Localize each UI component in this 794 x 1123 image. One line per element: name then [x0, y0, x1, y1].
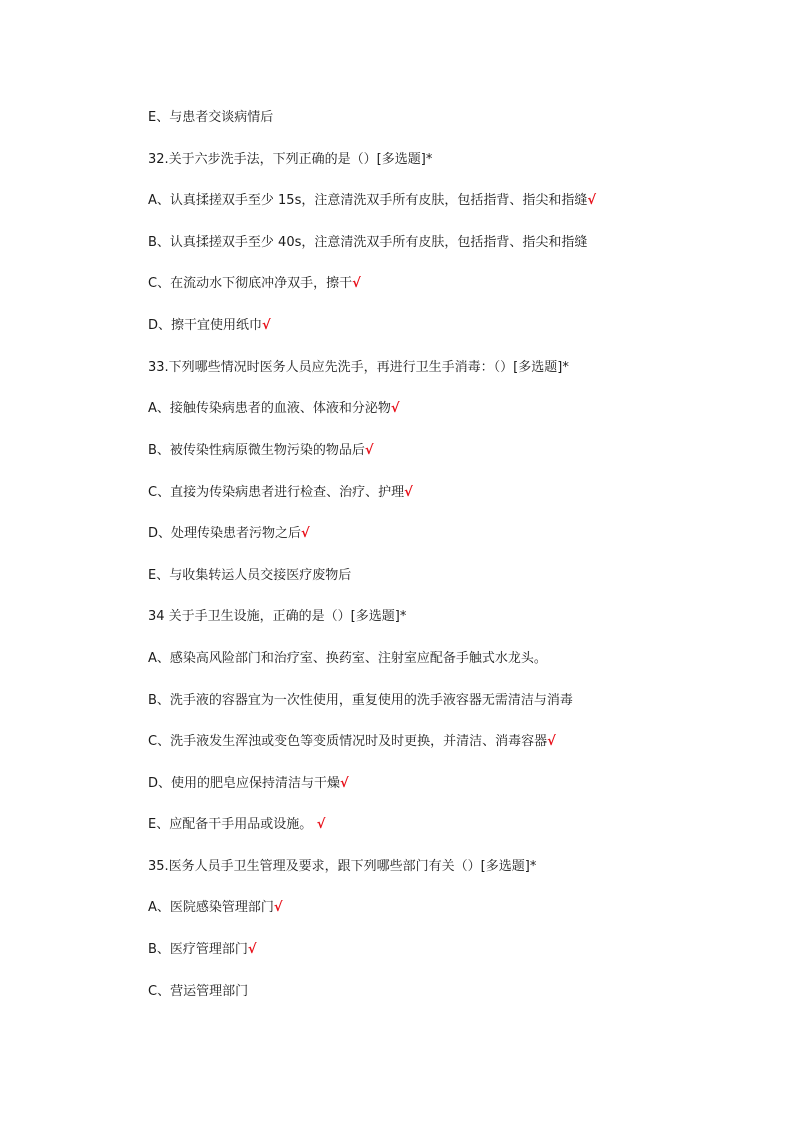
option-line	[148, 650, 547, 668]
option-line	[148, 816, 325, 834]
correct-checkmark: √	[262, 318, 271, 333]
line-text: A、医院感染管理部门	[148, 900, 274, 915]
correct-checkmark: √	[547, 734, 556, 749]
line-text: E、与患者交谈病情后	[148, 110, 274, 125]
line-text: C、直接为传染病患者进行检查、治疗、护理	[148, 485, 405, 500]
line-text: B、医疗管理部门	[148, 942, 248, 957]
correct-checkmark: √	[301, 526, 310, 541]
line-text: C、洗手液发生浑浊或变色等变质情况时及时更换，并清洁、消毒容器	[148, 734, 548, 749]
option-line	[148, 192, 596, 210]
option-line	[148, 899, 283, 917]
option-line	[148, 983, 248, 1001]
option-line	[148, 317, 271, 335]
line-text: D、擦干宜使用纸巾	[148, 318, 263, 333]
option-line	[148, 275, 361, 293]
line-text: C、营运管理部门	[148, 984, 249, 999]
option-line	[148, 400, 400, 418]
line-text: C、在流动水下彻底冲净双手，擦干	[148, 276, 353, 291]
option-line	[148, 234, 587, 252]
option-line	[148, 775, 349, 793]
line-text: B、洗手液的容器宜为一次性使用，重复使用的洗手液容器无需清洁与消毒	[148, 693, 573, 708]
option-line	[148, 484, 413, 502]
correct-checkmark: √	[364, 443, 374, 458]
line-text: D、处理传染患者污物之后	[148, 526, 302, 541]
correct-checkmark: √	[340, 776, 349, 791]
option-line	[148, 567, 351, 585]
correct-checkmark: √	[352, 276, 361, 291]
line-text: 35.医务人员手卫生管理及要求，跟下列哪些部门有关（）[多选题]*	[148, 859, 537, 874]
option-line	[148, 109, 273, 127]
option-line	[148, 941, 257, 959]
correct-checkmark: √	[390, 401, 400, 416]
option-line	[148, 525, 310, 543]
line-text: 33.下列哪些情况时医务人员应先洗手，再进行卫生手消毒：（）[多选题]*	[148, 360, 569, 375]
option-line	[148, 733, 556, 751]
line-text: D、使用的肥皂应保持清洁与干燥	[148, 776, 341, 791]
question-line	[148, 858, 536, 876]
line-text: B、被传染性病原微生物污染的物品后	[148, 443, 365, 458]
line-text: E、与收集转运人员交接医疗废物后	[148, 568, 352, 583]
line-text: A、接触传染病患者的血液、体液和分泌物	[148, 401, 391, 416]
line-text: 34 关于手卫生设施，正确的是（）[多选题]*	[148, 609, 407, 624]
option-line	[148, 692, 573, 710]
option-line	[148, 442, 374, 460]
line-text: A、感染高风险部门和治疗室、换药室、注射室应配备手触式水龙头。	[148, 651, 547, 666]
correct-checkmark: √	[312, 817, 326, 832]
line-text: B、认真揉搓双手至少 40s，注意清洗双手所有皮肤，包括指背、指尖和指缝	[148, 235, 588, 250]
question-line	[148, 608, 406, 626]
question-line	[148, 151, 432, 169]
correct-checkmark: √	[404, 485, 413, 500]
correct-checkmark: √	[273, 900, 283, 915]
question-line	[148, 359, 569, 377]
correct-checkmark: √	[247, 942, 257, 957]
correct-checkmark: √	[587, 193, 597, 208]
line-text: A、认真揉搓双手至少 15s，注意清洗双手所有皮肤，包括指背、指尖和指缝	[148, 193, 588, 208]
line-text: 32.关于六步洗手法，下列正确的是（）[多选题]*	[148, 152, 433, 167]
line-text: E、应配备干手用品或设施。	[148, 817, 313, 832]
